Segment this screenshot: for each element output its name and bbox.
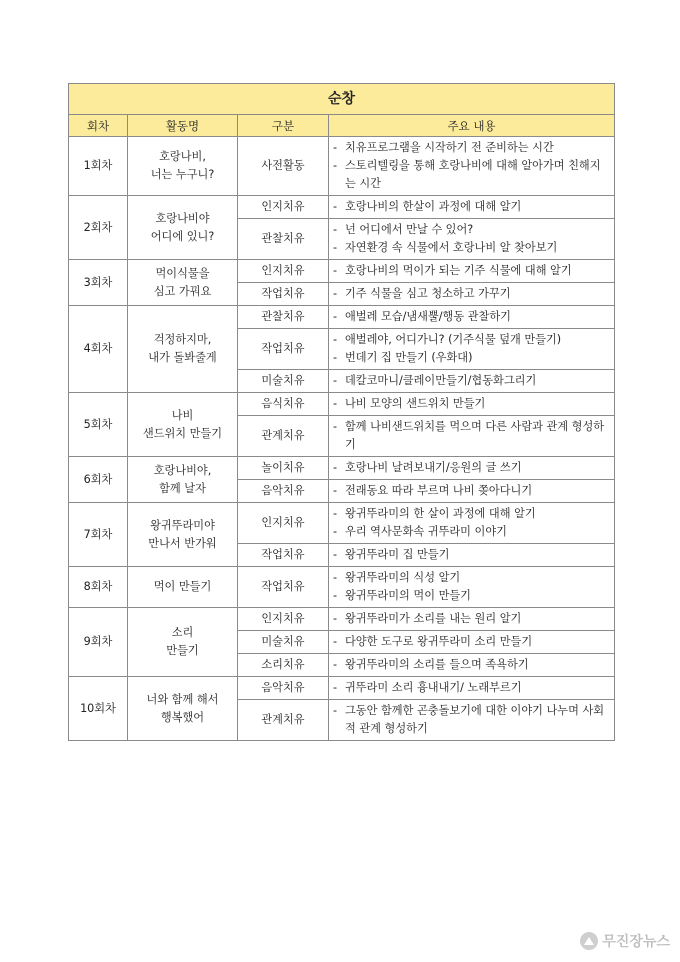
content-cell: [329, 196, 615, 219]
bullet-dash: -: [333, 658, 338, 671]
session-cell: 4회차: [69, 306, 128, 393]
activity-cell: [128, 306, 238, 393]
activity-line: 만나서 반가워: [148, 536, 217, 550]
table-row: [69, 196, 615, 219]
content-list: [333, 610, 610, 628]
activity-line: 먹이 만들기: [153, 580, 212, 593]
session-cell: 9회차: [69, 608, 128, 677]
bullet-dash: -: [333, 287, 338, 300]
bullet-dash: -: [333, 397, 338, 410]
watermark: [580, 930, 670, 952]
content-list: [333, 198, 610, 216]
bullet-dash: -: [333, 525, 338, 538]
bullet-dash: -: [333, 507, 338, 520]
session-cell: 5회차: [69, 393, 128, 457]
header-activity: 활동명: [128, 115, 238, 137]
content-item: [333, 610, 610, 628]
activity-cell: [128, 608, 238, 677]
content-item: [333, 308, 610, 326]
table-row: [69, 457, 615, 480]
bullet-dash: -: [333, 159, 338, 172]
table-row: [69, 608, 615, 631]
content-list: [333, 395, 610, 413]
content-cell: [329, 393, 615, 416]
program-table: [68, 83, 615, 741]
content-item: [333, 482, 610, 500]
content-text: 왕귀뚜라미의 한 살이 과정에 대해 알기: [345, 507, 536, 520]
bullet-dash: -: [333, 310, 338, 323]
content-list: [333, 221, 610, 257]
activity-line: 너와 함께 해서: [146, 692, 219, 706]
content-text: 왕귀뚜라미 집 만들기: [345, 548, 450, 561]
bullet-dash: -: [333, 223, 338, 236]
content-item: [333, 395, 610, 413]
content-text: 왕귀뚜라미의 먹이 만들기: [345, 589, 471, 602]
content-cell: [329, 416, 615, 457]
content-cell: [329, 329, 615, 370]
table-row: [69, 306, 615, 329]
bullet-dash: -: [333, 548, 338, 561]
session-cell: 1회차: [69, 137, 128, 196]
content-text: 호랑나비 날려보내기/응원의 글 쓰기: [345, 461, 522, 474]
activity-cell: [128, 677, 238, 741]
session-cell: 8회차: [69, 567, 128, 608]
activity-cell: [128, 196, 238, 260]
activity-cell: [128, 260, 238, 306]
content-cell: [329, 457, 615, 480]
content-item: [333, 679, 610, 697]
category-cell: 음악치유: [238, 677, 329, 700]
content-text: 데칼코마니/클레이만들기/협동화그리기: [345, 374, 537, 387]
category-cell: 인지치유: [238, 260, 329, 283]
activity-line: 샌드위치 만들기: [142, 426, 223, 440]
content-item: [333, 418, 610, 454]
program-body: [69, 137, 615, 741]
bullet-dash: -: [333, 141, 338, 154]
activity-line: 호랑나비야,: [153, 463, 212, 477]
bullet-dash: -: [333, 484, 338, 497]
content-list: [333, 459, 610, 477]
activity-line: 함께 날자: [159, 481, 206, 495]
category-cell: 인지치유: [238, 196, 329, 219]
bullet-dash: -: [333, 612, 338, 625]
content-text: 기주 식물을 심고 청소하고 가꾸기: [345, 287, 511, 300]
content-cell: [329, 631, 615, 654]
header-content: 주요 내용: [329, 115, 615, 137]
session-cell: 2회차: [69, 196, 128, 260]
content-text: 다양한 도구로 왕귀뚜라미 소리 만들기: [345, 635, 533, 648]
activity-cell: [128, 393, 238, 457]
content-item: [333, 331, 610, 349]
content-list: [333, 546, 610, 564]
watermark-logo-icon: [580, 932, 598, 950]
activity-cell: [128, 503, 238, 567]
content-text: 왕귀뚜라미의 식성 알기: [345, 571, 461, 584]
content-cell: [329, 544, 615, 567]
content-item: [333, 198, 610, 216]
bullet-dash: -: [333, 420, 338, 433]
content-list: [333, 505, 610, 541]
activity-cell: [128, 137, 238, 196]
activity-line: 너는 누구니?: [150, 168, 215, 181]
activity-line: 내가 돌봐줄게: [148, 351, 217, 364]
content-cell: [329, 260, 615, 283]
bullet-dash: -: [333, 461, 338, 474]
content-item: [333, 239, 610, 257]
bullet-dash: -: [333, 374, 338, 387]
category-cell: 관계치유: [238, 700, 329, 741]
bullet-dash: -: [333, 589, 338, 602]
category-cell: 미술치유: [238, 631, 329, 654]
category-cell: 미술치유: [238, 370, 329, 393]
table-row: [69, 137, 615, 196]
content-item: [333, 349, 610, 367]
content-list: [333, 569, 610, 605]
category-cell: 인지치유: [238, 503, 329, 544]
content-text: 넌 어디에서 만날 수 있어?: [345, 223, 474, 236]
content-text: 그동안 함께한 곤충돌보기에 대한 이야기 나누며 사회적 관계 형성하기: [345, 704, 605, 735]
content-list: [333, 331, 610, 367]
content-cell: [329, 608, 615, 631]
content-item: [333, 633, 610, 651]
bullet-dash: -: [333, 681, 338, 694]
activity-line: 만들기: [166, 644, 199, 657]
content-item: [333, 372, 610, 390]
category-cell: 작업치유: [238, 283, 329, 306]
table-row: [69, 260, 615, 283]
content-text: 귀뚜라미 소리 흉내내기/ 노래부르기: [345, 681, 522, 694]
content-item: [333, 139, 610, 157]
content-text: 호랑나비의 한살이 과정에 대해 알기: [345, 200, 522, 213]
activity-line: 호랑나비,: [159, 150, 206, 163]
content-item: [333, 702, 610, 738]
category-cell: 관찰치유: [238, 219, 329, 260]
content-item: [333, 221, 610, 239]
content-item: [333, 656, 610, 674]
content-item: [333, 569, 610, 587]
content-cell: [329, 480, 615, 503]
content-item: [333, 285, 610, 303]
bullet-dash: -: [333, 351, 338, 364]
content-item: [333, 262, 610, 280]
content-item: [333, 587, 610, 605]
session-cell: 6회차: [69, 457, 128, 503]
category-cell: 작업치유: [238, 567, 329, 608]
category-cell: 소리치유: [238, 654, 329, 677]
content-cell: [329, 370, 615, 393]
category-cell: 음악치유: [238, 480, 329, 503]
activity-line: 소리: [171, 626, 194, 639]
content-text: 나비 모양의 샌드위치 만들기: [345, 397, 486, 410]
category-cell: 놀이치유: [238, 457, 329, 480]
category-cell: 작업치유: [238, 544, 329, 567]
activity-line: 걱정하지마,: [153, 333, 212, 346]
category-cell: 관찰치유: [238, 306, 329, 329]
activity-line: 호랑나비야: [155, 211, 210, 225]
header-session: 회차: [69, 115, 128, 137]
content-text: 스토리텔링을 통해 호랑나비에 대해 알아가며 친해지는 시간: [345, 159, 601, 190]
activity-line: 어디에 있니?: [150, 229, 215, 243]
activity-line: 왕귀뚜라미야: [150, 518, 215, 532]
content-cell: [329, 677, 615, 700]
content-cell: [329, 503, 615, 544]
content-list: [333, 262, 610, 280]
content-text: 번데기 집 만들기 (우화대): [345, 351, 473, 364]
content-text: 치유프로그램을 시작하기 전 준비하는 시간: [345, 141, 554, 154]
table-row: [69, 677, 615, 700]
content-item: [333, 505, 610, 523]
content-text: 애벌레 모습/냄새뿔/행동 관찰하기: [345, 310, 511, 323]
content-list: [333, 139, 610, 193]
bullet-dash: -: [333, 264, 338, 277]
bullet-dash: -: [333, 241, 338, 254]
content-text: 전래동요 따라 부르며 나비 쫒아다니기: [345, 484, 533, 497]
content-list: [333, 372, 610, 390]
category-cell: 인지치유: [238, 608, 329, 631]
content-list: [333, 308, 610, 326]
table-row: [69, 393, 615, 416]
content-cell: [329, 700, 615, 741]
content-text: 호랑나비의 먹이가 되는 기주 식물에 대해 알기: [345, 264, 572, 277]
category-cell: 관계치유: [238, 416, 329, 457]
category-cell: 사전활동: [238, 137, 329, 196]
content-list: [333, 656, 610, 674]
activity-line: 먹이식물을: [155, 266, 210, 280]
content-text: 왕귀뚜라미의 소리를 들으며 족욕하기: [345, 658, 529, 671]
activity-line: 심고 가꿔요: [153, 284, 212, 298]
content-cell: [329, 283, 615, 306]
activity-cell: [128, 567, 238, 608]
table-row: [69, 567, 615, 608]
content-item: [333, 523, 610, 541]
table-row: [69, 503, 615, 544]
watermark-text: 무진장뉴스: [602, 934, 670, 950]
category-cell: 음식치유: [238, 393, 329, 416]
category-cell: 작업치유: [238, 329, 329, 370]
content-text: 우리 역사문화속 귀뚜라미 이야기: [345, 525, 507, 538]
header-category: 구분: [238, 115, 329, 137]
content-list: [333, 285, 610, 303]
content-cell: [329, 654, 615, 677]
session-cell: 7회차: [69, 503, 128, 567]
content-text: 애벌레야, 어디가니? (기주식물 덮개 만들기): [345, 333, 562, 346]
activity-line: 행복했어: [160, 710, 205, 724]
content-item: [333, 459, 610, 477]
bullet-dash: -: [333, 635, 338, 648]
content-text: 함께 나비샌드위치를 먹으며 다른 사람과 관계 형성하기: [345, 420, 605, 451]
content-list: [333, 679, 610, 697]
content-cell: [329, 137, 615, 196]
content-list: [333, 702, 610, 738]
content-cell: [329, 306, 615, 329]
content-item: [333, 546, 610, 564]
content-cell: [329, 219, 615, 260]
session-cell: 3회차: [69, 260, 128, 306]
content-text: 왕귀뚜라미가 소리를 내는 원리 알기: [345, 612, 522, 625]
content-cell: [329, 567, 615, 608]
bullet-dash: -: [333, 200, 338, 213]
content-list: [333, 482, 610, 500]
table-title: 순창: [69, 84, 615, 115]
bullet-dash: -: [333, 704, 338, 717]
content-list: [333, 418, 610, 454]
content-list: [333, 633, 610, 651]
bullet-dash: -: [333, 571, 338, 584]
session-cell: 10회차: [69, 677, 128, 741]
content-item: [333, 157, 610, 193]
content-text: 자연환경 속 식물에서 호랑나비 알 찾아보기: [345, 241, 558, 254]
activity-cell: [128, 457, 238, 503]
activity-line: 나비: [171, 408, 194, 422]
bullet-dash: -: [333, 333, 338, 346]
